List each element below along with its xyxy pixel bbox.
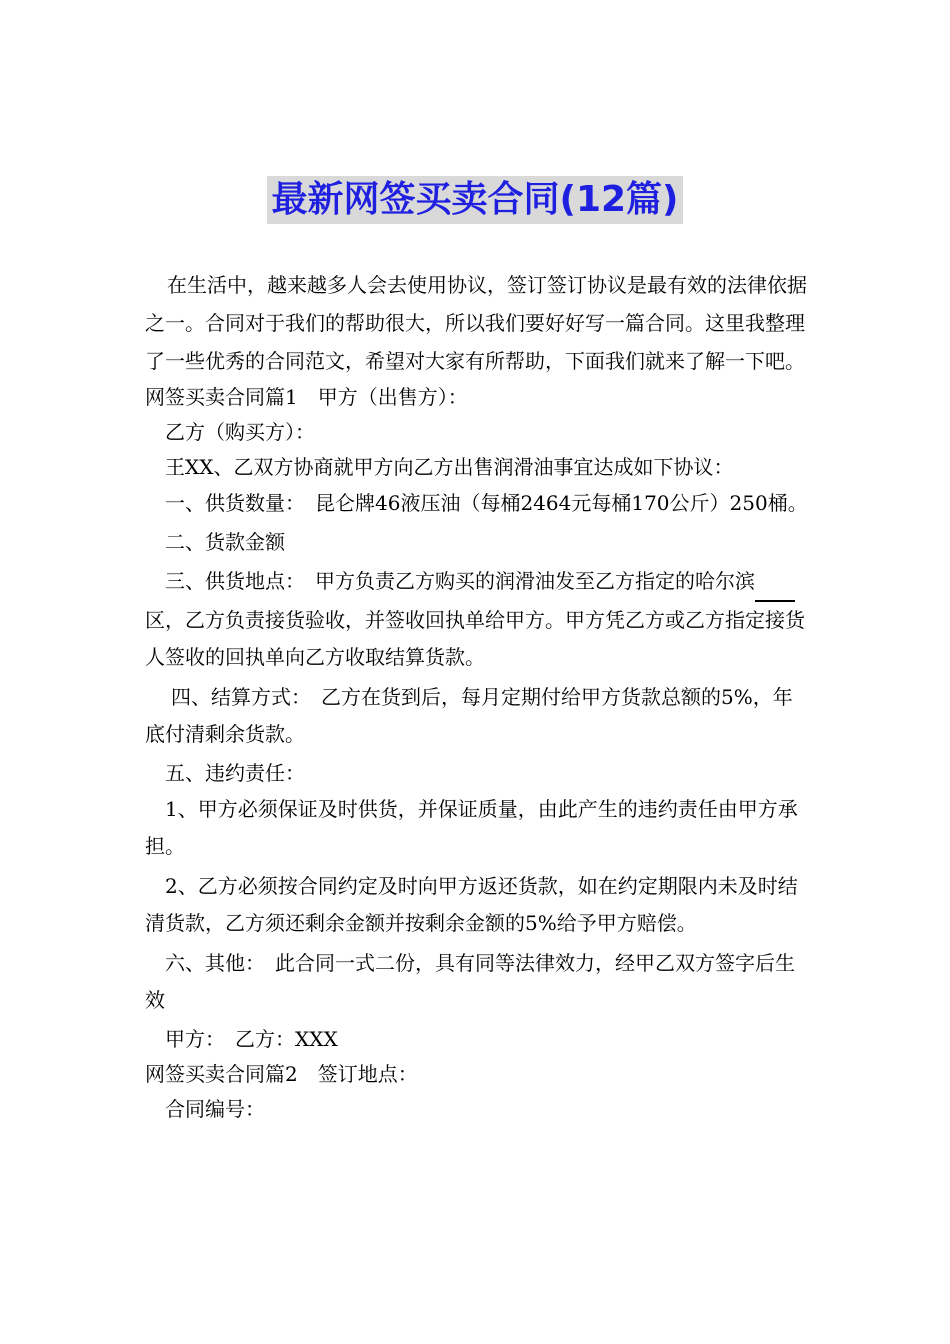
clause-payment-amount: 二、货款金额: [165, 530, 285, 554]
section-1-heading: 网签买卖合同篇1 甲方（出售方）：: [145, 385, 468, 409]
delivery-location-text-a: 三、供货地点： 甲方负责乙方购买的润滑油发至乙方指定的哈尔滨: [165, 569, 755, 593]
clause-other: 六、其他： 此合同一式二份，具有同等法律效力，经甲乙双方签字后生效: [145, 951, 795, 1012]
signature-line: 甲方： 乙方：XXX: [165, 1027, 338, 1051]
intro-paragraph: 在生活中，越来越多人会去使用协议，签订签订协议是最有效的法律依据之一。合同对于我们的帮助很大，所以我们要好好写一篇合同。这里我整理了一些优秀的合同范文，希望对大家有所帮助，下面我们就来了解一下吧。: [145, 273, 807, 373]
clause-settlement: 四、结算方式： 乙方在货到后，每月定期付给甲方货款总额的5%，年底付清剩余货款。: [145, 685, 793, 746]
liability-item-2: 2、乙方必须按合同约定及时向甲方返还货款，如在约定期限内未及时结清货款，乙方须还剩余金额并按剩余金额的5%给予甲方赔偿。: [145, 874, 798, 935]
clause-delivery-location: [145, 563, 810, 676]
section-2-heading: 网签买卖合同篇2 签订地点：: [145, 1062, 418, 1086]
blank-line: [755, 563, 795, 602]
document-body: [145, 266, 810, 1127]
clause-supply-quantity: 一、供货数量： 昆仑牌46液压油（每桶2464元每桶170公斤）250桶。: [165, 491, 808, 515]
delivery-location-text-b: 区，乙方负责接货验收，并签收回执单给甲方。甲方凭乙方或乙方指定接货人签收的回执单向乙方收取结算货款。: [145, 608, 805, 669]
document-title: 最新网签买卖合同(12篇): [267, 176, 682, 224]
contract-number-line: 合同编号：: [165, 1097, 265, 1121]
clause-liability-heading: 五、违约责任：: [165, 761, 305, 785]
title-container: [0, 176, 950, 224]
agreement-intro: 王XX、乙双方协商就甲方向乙方出售润滑油事宜达成如下协议：: [165, 455, 734, 479]
liability-item-1: 1、甲方必须保证及时供货，并保证质量，由此产生的违约责任由甲方承担。: [145, 797, 798, 858]
party-b-line: 乙方（购买方）：: [165, 420, 315, 444]
